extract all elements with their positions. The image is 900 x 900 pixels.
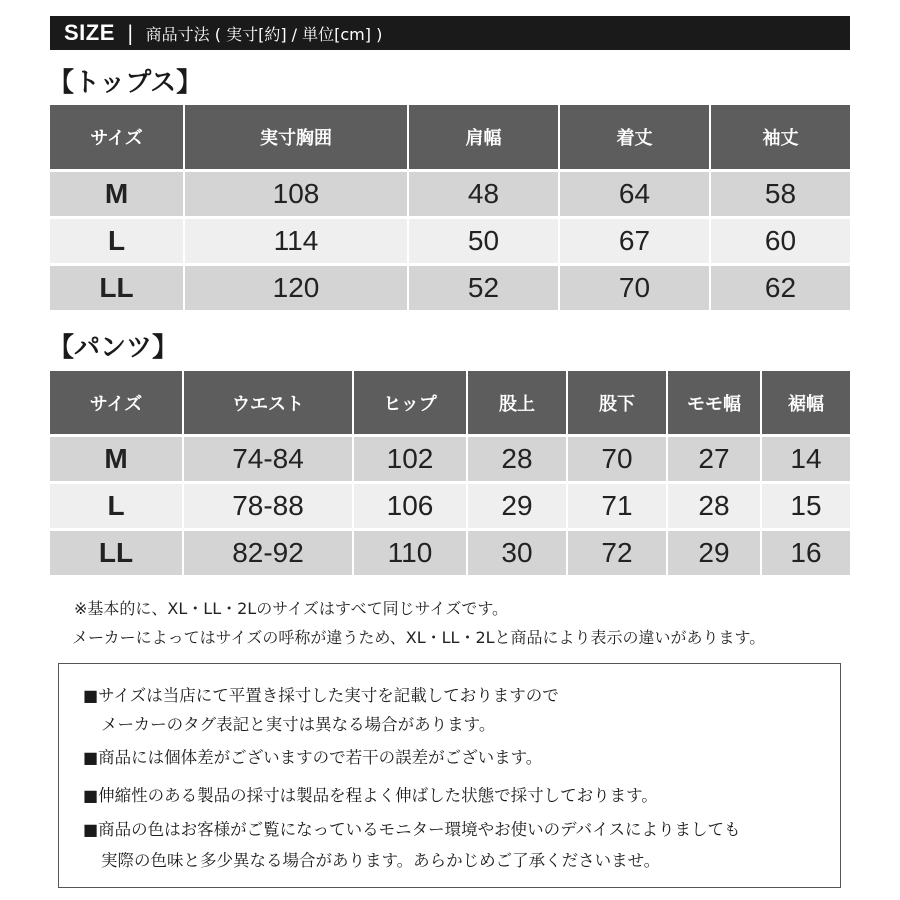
table-cell: 74-84 [184,437,354,484]
pants-col-hip: ヒップ [354,371,468,437]
notice-text: 商品の色はお客様がご覧になっているモニター環境やお使いのデバイスによりましても [98,820,741,839]
table-cell: 108 [185,172,409,219]
table-row [50,437,850,484]
table-cell: 102 [354,437,468,484]
header-separator: | [126,21,134,45]
notice-box [58,663,841,888]
table-cell: 106 [354,484,468,531]
table-cell: 60 [711,219,850,266]
pants-header-row [50,371,850,437]
table-cell: 14 [762,437,850,484]
size-note-2: メーカーによってはサイズの呼称が違うため、XL・LL・2Lと商品により表示の違いがあります。 [72,628,766,647]
notice-text: 実際の色味と多少異なる場合があります。あらかじめご了承くださいませ。 [101,851,661,870]
notice-text: メーカーのタグ表記と実寸は異なる場合があります。 [101,715,496,734]
notice-text: サイズは当店にて平置き採寸した実寸を記載しておりますので [98,686,559,705]
table-cell: 16 [762,531,850,578]
table-cell: 71 [568,484,668,531]
pants-col-waist: ウエスト [184,371,354,437]
size-label: LL [50,531,184,578]
tops-col-shoulder: 肩幅 [409,105,560,172]
notice-item [83,816,740,840]
bullet-square-icon: ■ [83,786,99,805]
table-cell: 58 [711,172,850,219]
header-subtitle: 商品寸法 ( 実寸[約] / 単位[cm] ) [145,24,383,44]
pants-section-title: 【パンツ】 [48,333,179,363]
notice-item [83,682,559,706]
notice-item [83,744,542,768]
table-cell: 30 [468,531,568,578]
size-label: L [50,219,185,266]
table-cell: 110 [354,531,468,578]
table-cell: 27 [668,437,762,484]
table-cell: 62 [711,266,850,313]
table-cell: 82-92 [184,531,354,578]
table-cell: 114 [185,219,409,266]
table-cell: 28 [668,484,762,531]
notice-text: 商品には個体差がございますので若干の誤差がございます。 [98,748,543,767]
tops-col-length: 着丈 [560,105,711,172]
bullet-square-icon: ■ [83,686,99,705]
tops-header-row [50,105,850,172]
table-cell: 48 [409,172,560,219]
table-cell: 72 [568,531,668,578]
size-label: M [50,437,184,484]
table-row [50,266,850,313]
pants-col-inseam: 股下 [568,371,668,437]
notice-item [83,711,495,735]
size-header-bar [50,16,850,50]
table-row [50,531,850,578]
bullet-square-icon: ■ [83,820,99,839]
size-note-1: ※基本的に、XL・LL・2Lのサイズはすべて同じサイズです。 [74,599,509,618]
table-cell: 29 [468,484,568,531]
table-cell: 50 [409,219,560,266]
table-cell: 28 [468,437,568,484]
tops-size-table [50,105,850,313]
size-label: L [50,484,184,531]
size-label: LL [50,266,185,313]
pants-col-size: サイズ [50,371,184,437]
table-cell: 67 [560,219,711,266]
pants-col-rise: 股上 [468,371,568,437]
table-cell: 29 [668,531,762,578]
table-row [50,484,850,531]
notice-item [83,847,660,871]
table-row [50,219,850,266]
table-cell: 52 [409,266,560,313]
table-cell: 70 [568,437,668,484]
table-cell: 120 [185,266,409,313]
pants-col-hem: 裾幅 [762,371,850,437]
pants-size-table [50,371,850,578]
size-label: M [50,172,185,219]
tops-col-chest: 実寸胸囲 [185,105,409,172]
table-row [50,172,850,219]
tops-col-size: サイズ [50,105,185,172]
table-cell: 70 [560,266,711,313]
table-cell: 64 [560,172,711,219]
bullet-square-icon: ■ [83,748,99,767]
pants-col-thigh: モモ幅 [668,371,762,437]
tops-col-sleeve: 袖丈 [711,105,850,172]
tops-section-title: 【トップス】 [48,68,203,98]
table-cell: 78-88 [184,484,354,531]
size-heading: SIZE [64,20,115,45]
notice-item [83,782,658,806]
table-cell: 15 [762,484,850,531]
notice-text: 伸縮性のある製品の採寸は製品を程よく伸ばした状態で採寸しております。 [98,786,658,805]
